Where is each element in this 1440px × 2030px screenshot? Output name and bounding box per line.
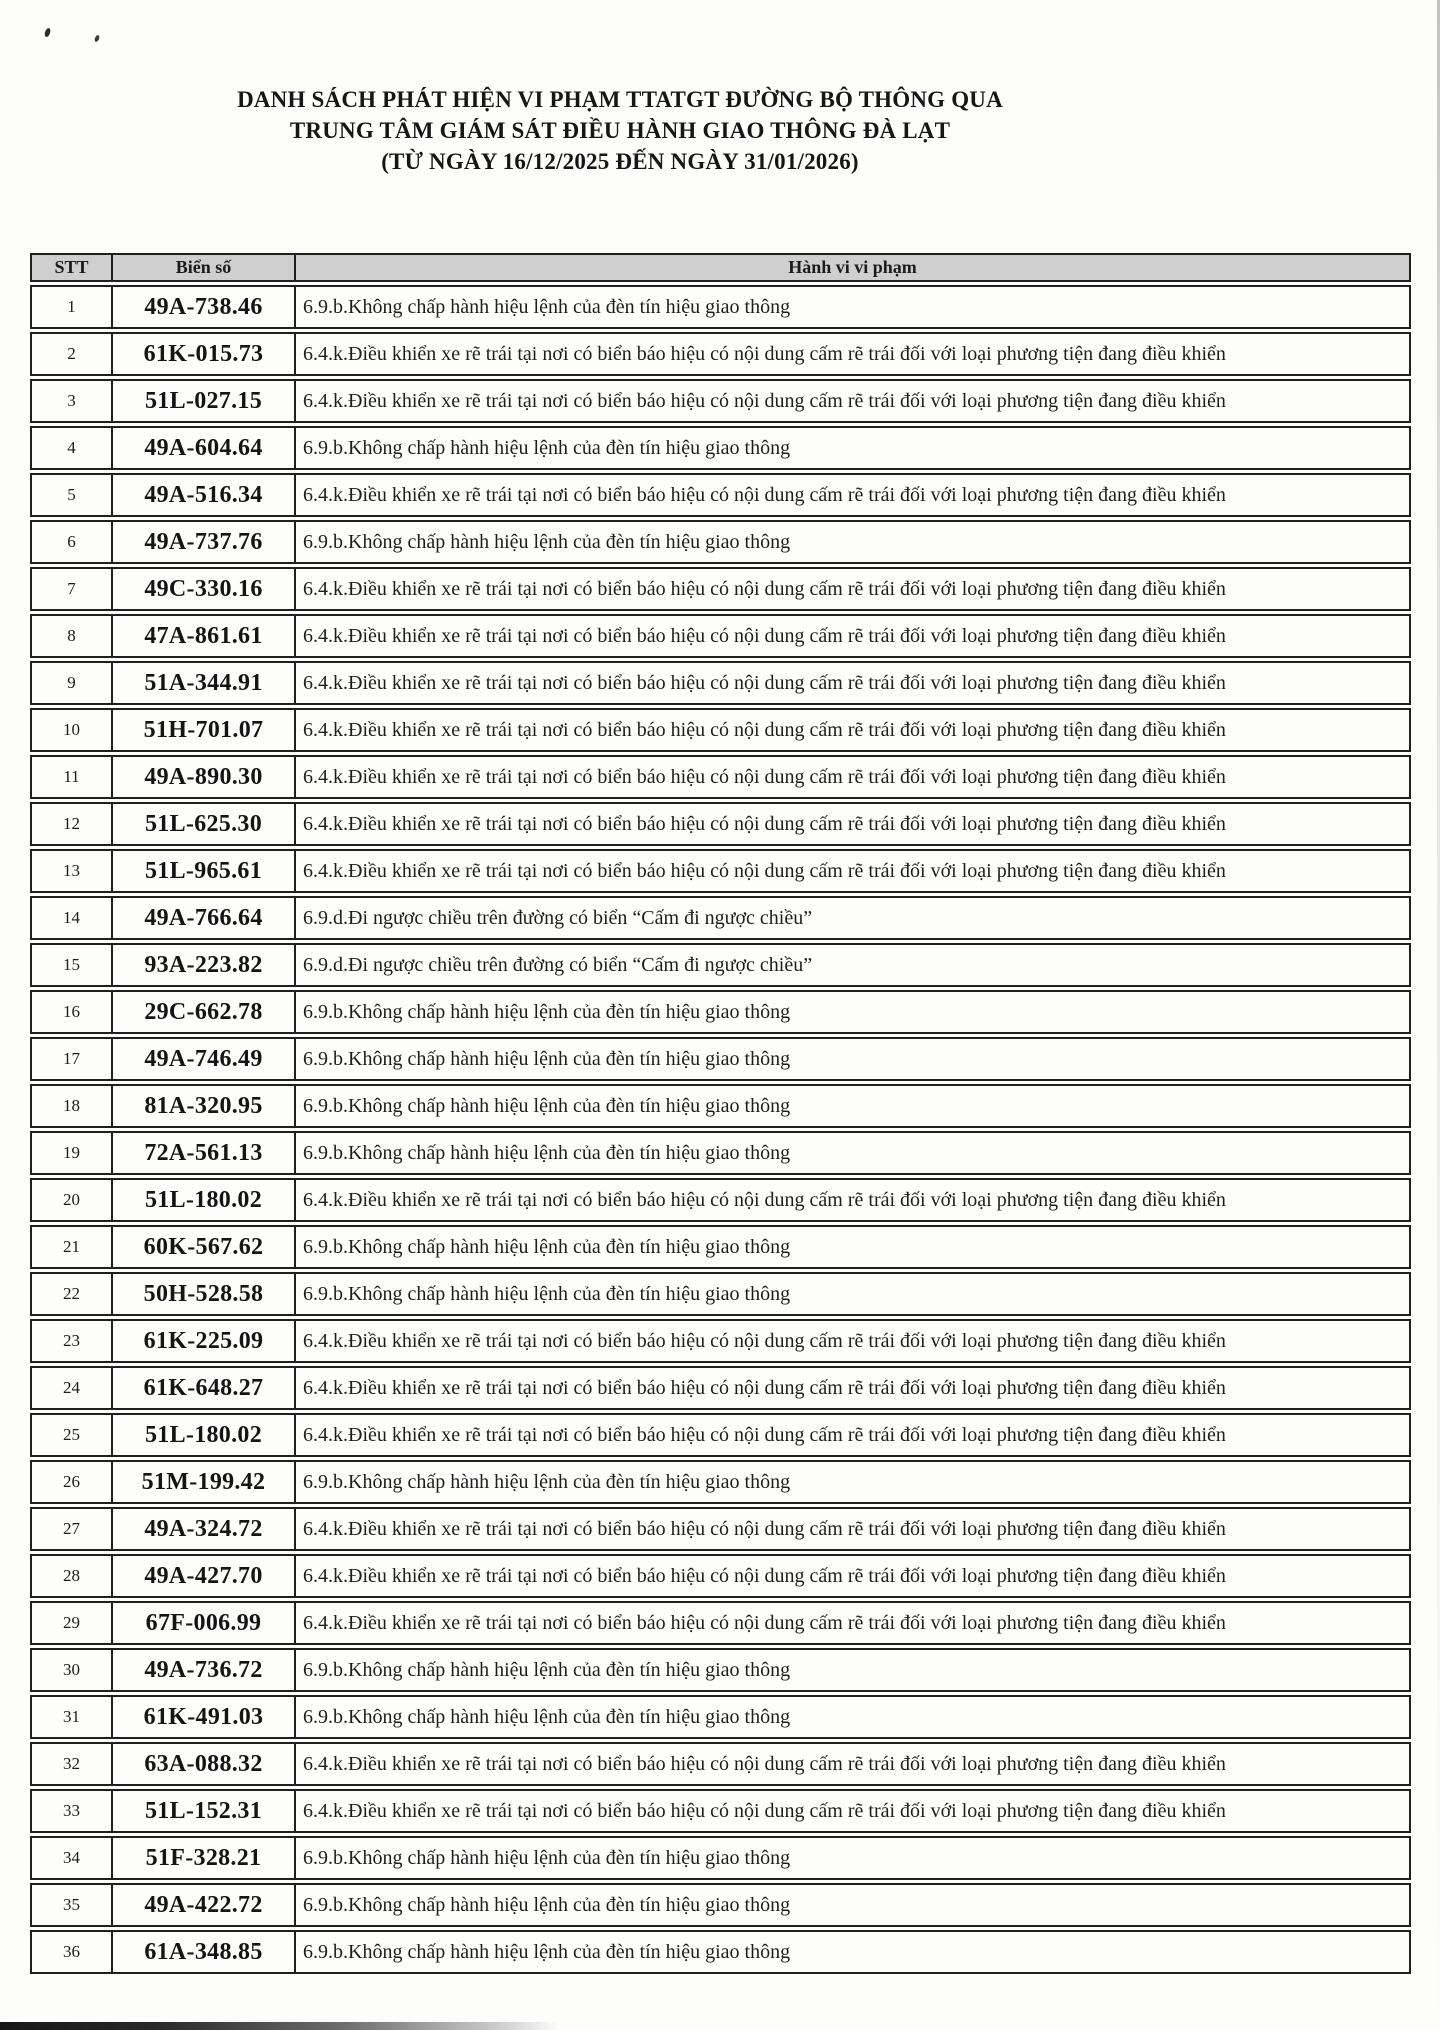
violation-text: 6.4.k.Điều khiển xe rẽ trái tại nơi có biển báo hiệu có nội dung cấm rẽ trái đối với loại phương tiện đang điều khiển bbox=[296, 1178, 1411, 1222]
table-row bbox=[30, 1554, 1411, 1598]
violation-text: 6.4.k.Điều khiển xe rẽ trái tại nơi có biển báo hiệu có nội dung cấm rẽ trái đối với loại phương tiện đang điều khiển bbox=[296, 802, 1411, 846]
table-row bbox=[30, 1037, 1411, 1081]
row-index: 18 bbox=[30, 1084, 113, 1128]
row-index: 21 bbox=[30, 1225, 113, 1269]
row-index: 27 bbox=[30, 1507, 113, 1551]
row-index: 34 bbox=[30, 1836, 113, 1880]
license-plate: 61A-348.85 bbox=[113, 1930, 296, 1974]
table-row bbox=[30, 1460, 1411, 1504]
table-row bbox=[30, 1413, 1411, 1457]
license-plate: 49A-737.76 bbox=[113, 520, 296, 564]
license-plate: 63A-088.32 bbox=[113, 1742, 296, 1786]
license-plate: 61K-225.09 bbox=[113, 1319, 296, 1363]
row-index: 33 bbox=[30, 1789, 113, 1833]
license-plate: 67F-006.99 bbox=[113, 1601, 296, 1645]
row-index: 6 bbox=[30, 520, 113, 564]
table-row bbox=[30, 1366, 1411, 1410]
row-index: 3 bbox=[30, 379, 113, 423]
title-line-2: TRUNG TÂM GIÁM SÁT ĐIỀU HÀNH GIAO THÔNG ĐÀ LẠT bbox=[289, 118, 951, 143]
license-plate: 51L-027.15 bbox=[113, 379, 296, 423]
row-index: 9 bbox=[30, 661, 113, 705]
violation-text: 6.9.b.Không chấp hành hiệu lệnh của đèn tín hiệu giao thông bbox=[296, 520, 1411, 564]
violation-text: 6.4.k.Điều khiển xe rẽ trái tại nơi có biển báo hiệu có nội dung cấm rẽ trái đối với loại phương tiện đang điều khiển bbox=[296, 708, 1411, 752]
table-header-row bbox=[30, 253, 1411, 282]
violation-text: 6.4.k.Điều khiển xe rẽ trái tại nơi có biển báo hiệu có nội dung cấm rẽ trái đối với loại phương tiện đang điều khiển bbox=[296, 1554, 1411, 1598]
row-index: 11 bbox=[30, 755, 113, 799]
license-plate: 61K-648.27 bbox=[113, 1366, 296, 1410]
violation-text: 6.4.k.Điều khiển xe rẽ trái tại nơi có biển báo hiệu có nội dung cấm rẽ trái đối với loại phương tiện đang điều khiển bbox=[296, 1366, 1411, 1410]
table-row bbox=[30, 1272, 1411, 1316]
table-row bbox=[30, 990, 1411, 1034]
column-header-stt: STT bbox=[30, 253, 113, 282]
violation-text: 6.4.k.Điều khiển xe rẽ trái tại nơi có biển báo hiệu có nội dung cấm rẽ trái đối với loại phương tiện đang điều khiển bbox=[296, 1319, 1411, 1363]
license-plate: 72A-561.13 bbox=[113, 1131, 296, 1175]
row-index: 13 bbox=[30, 849, 113, 893]
license-plate: 51L-180.02 bbox=[113, 1178, 296, 1222]
table-row bbox=[30, 1084, 1411, 1128]
row-index: 31 bbox=[30, 1695, 113, 1739]
row-index: 10 bbox=[30, 708, 113, 752]
license-plate: 60K-567.62 bbox=[113, 1225, 296, 1269]
row-index: 26 bbox=[30, 1460, 113, 1504]
license-plate: 51A-344.91 bbox=[113, 661, 296, 705]
row-index: 29 bbox=[30, 1601, 113, 1645]
license-plate: 49A-324.72 bbox=[113, 1507, 296, 1551]
license-plate: 49A-604.64 bbox=[113, 426, 296, 470]
row-index: 24 bbox=[30, 1366, 113, 1410]
document-title bbox=[0, 84, 1240, 177]
license-plate: 49A-746.49 bbox=[113, 1037, 296, 1081]
violation-text: 6.4.k.Điều khiển xe rẽ trái tại nơi có biển báo hiệu có nội dung cấm rẽ trái đối với loại phương tiện đang điều khiển bbox=[296, 379, 1411, 423]
license-plate: 93A-223.82 bbox=[113, 943, 296, 987]
violation-text: 6.4.k.Điều khiển xe rẽ trái tại nơi có biển báo hiệu có nội dung cấm rẽ trái đối với loại phương tiện đang điều khiển bbox=[296, 614, 1411, 658]
violation-text: 6.9.b.Không chấp hành hiệu lệnh của đèn tín hiệu giao thông bbox=[296, 1084, 1411, 1128]
row-index: 16 bbox=[30, 990, 113, 1034]
row-index: 20 bbox=[30, 1178, 113, 1222]
violation-text: 6.4.k.Điều khiển xe rẽ trái tại nơi có biển báo hiệu có nội dung cấm rẽ trái đối với loại phương tiện đang điều khiển bbox=[296, 1413, 1411, 1457]
violation-text: 6.4.k.Điều khiển xe rẽ trái tại nơi có biển báo hiệu có nội dung cấm rẽ trái đối với loại phương tiện đang điều khiển bbox=[296, 1789, 1411, 1833]
violation-text: 6.9.b.Không chấp hành hiệu lệnh của đèn tín hiệu giao thông bbox=[296, 1225, 1411, 1269]
license-plate: 29C-662.78 bbox=[113, 990, 296, 1034]
license-plate: 51L-965.61 bbox=[113, 849, 296, 893]
table-row bbox=[30, 1507, 1411, 1551]
violation-text: 6.9.d.Đi ngược chiều trên đường có biển “Cấm đi ngược chiều” bbox=[296, 943, 1411, 987]
license-plate: 51H-701.07 bbox=[113, 708, 296, 752]
table-row bbox=[30, 1836, 1411, 1880]
violation-text: 6.4.k.Điều khiển xe rẽ trái tại nơi có biển báo hiệu có nội dung cấm rẽ trái đối với loại phương tiện đang điều khiển bbox=[296, 1742, 1411, 1786]
row-index: 1 bbox=[30, 285, 113, 329]
license-plate: 51L-625.30 bbox=[113, 802, 296, 846]
row-index: 7 bbox=[30, 567, 113, 611]
license-plate: 49A-516.34 bbox=[113, 473, 296, 517]
violation-text: 6.9.b.Không chấp hành hiệu lệnh của đèn tín hiệu giao thông bbox=[296, 426, 1411, 470]
row-index: 25 bbox=[30, 1413, 113, 1457]
table-row bbox=[30, 1225, 1411, 1269]
table-row bbox=[30, 379, 1411, 423]
table-row bbox=[30, 708, 1411, 752]
table-row bbox=[30, 1319, 1411, 1363]
table-row bbox=[30, 520, 1411, 564]
table-row bbox=[30, 332, 1411, 376]
row-index: 32 bbox=[30, 1742, 113, 1786]
table-row bbox=[30, 1930, 1411, 1974]
violation-text: 6.4.k.Điều khiển xe rẽ trái tại nơi có biển báo hiệu có nội dung cấm rẽ trái đối với loại phương tiện đang điều khiển bbox=[296, 755, 1411, 799]
title-line-3: (TỪ NGÀY 16/12/2025 ĐẾN NGÀY 31/01/2026) bbox=[381, 149, 859, 174]
title-line-1: DANH SÁCH PHÁT HIỆN VI PHẠM TTATGT ĐƯỜNG BỘ THÔNG QUA bbox=[237, 87, 1003, 112]
license-plate: 49A-890.30 bbox=[113, 755, 296, 799]
violation-text: 6.9.b.Không chấp hành hiệu lệnh của đèn tín hiệu giao thông bbox=[296, 1836, 1411, 1880]
column-header-violation: Hành vi vi phạm bbox=[296, 253, 1411, 282]
violation-text: 6.9.b.Không chấp hành hiệu lệnh của đèn tín hiệu giao thông bbox=[296, 1695, 1411, 1739]
license-plate: 51F-328.21 bbox=[113, 1836, 296, 1880]
violation-text: 6.9.b.Không chấp hành hiệu lệnh của đèn tín hiệu giao thông bbox=[296, 990, 1411, 1034]
license-plate: 51M-199.42 bbox=[113, 1460, 296, 1504]
table-row bbox=[30, 1131, 1411, 1175]
violation-text: 6.9.b.Không chấp hành hiệu lệnh của đèn tín hiệu giao thông bbox=[296, 1037, 1411, 1081]
violation-text: 6.9.b.Không chấp hành hiệu lệnh của đèn tín hiệu giao thông bbox=[296, 285, 1411, 329]
violation-text: 6.4.k.Điều khiển xe rẽ trái tại nơi có biển báo hiệu có nội dung cấm rẽ trái đối với loại phương tiện đang điều khiển bbox=[296, 567, 1411, 611]
violation-text: 6.9.b.Không chấp hành hiệu lệnh của đèn tín hiệu giao thông bbox=[296, 1648, 1411, 1692]
license-plate: 61K-491.03 bbox=[113, 1695, 296, 1739]
license-plate: 49A-427.70 bbox=[113, 1554, 296, 1598]
license-plate: 50H-528.58 bbox=[113, 1272, 296, 1316]
license-plate: 49A-766.64 bbox=[113, 896, 296, 940]
column-header-plate: Biển số bbox=[113, 253, 296, 282]
license-plate: 51L-180.02 bbox=[113, 1413, 296, 1457]
violation-text: 6.4.k.Điều khiển xe rẽ trái tại nơi có biển báo hiệu có nội dung cấm rẽ trái đối với loại phương tiện đang điều khiển bbox=[296, 473, 1411, 517]
row-index: 14 bbox=[30, 896, 113, 940]
license-plate: 49C-330.16 bbox=[113, 567, 296, 611]
row-index: 4 bbox=[30, 426, 113, 470]
violation-text: 6.9.b.Không chấp hành hiệu lệnh của đèn tín hiệu giao thông bbox=[296, 1883, 1411, 1927]
table-row bbox=[30, 567, 1411, 611]
scan-artifact-strip bbox=[0, 2022, 560, 2030]
row-index: 17 bbox=[30, 1037, 113, 1081]
violation-text: 6.9.b.Không chấp hành hiệu lệnh của đèn tín hiệu giao thông bbox=[296, 1460, 1411, 1504]
table-row bbox=[30, 802, 1411, 846]
violations-table bbox=[30, 250, 1411, 1977]
violation-text: 6.4.k.Điều khiển xe rẽ trái tại nơi có biển báo hiệu có nội dung cấm rẽ trái đối với loại phương tiện đang điều khiển bbox=[296, 332, 1411, 376]
row-index: 30 bbox=[30, 1648, 113, 1692]
table-row bbox=[30, 1178, 1411, 1222]
violation-text: 6.9.d.Đi ngược chiều trên đường có biển “Cấm đi ngược chiều” bbox=[296, 896, 1411, 940]
violation-text: 6.4.k.Điều khiển xe rẽ trái tại nơi có biển báo hiệu có nội dung cấm rẽ trái đối với loại phương tiện đang điều khiển bbox=[296, 1601, 1411, 1645]
violation-text: 6.9.b.Không chấp hành hiệu lệnh của đèn tín hiệu giao thông bbox=[296, 1131, 1411, 1175]
row-index: 2 bbox=[30, 332, 113, 376]
violation-text: 6.4.k.Điều khiển xe rẽ trái tại nơi có biển báo hiệu có nội dung cấm rẽ trái đối với loại phương tiện đang điều khiển bbox=[296, 1507, 1411, 1551]
table-row bbox=[30, 426, 1411, 470]
table-row bbox=[30, 661, 1411, 705]
row-index: 15 bbox=[30, 943, 113, 987]
table-row bbox=[30, 614, 1411, 658]
table-row bbox=[30, 1601, 1411, 1645]
row-index: 22 bbox=[30, 1272, 113, 1316]
table-row bbox=[30, 285, 1411, 329]
violation-text: 6.4.k.Điều khiển xe rẽ trái tại nơi có biển báo hiệu có nội dung cấm rẽ trái đối với loại phương tiện đang điều khiển bbox=[296, 661, 1411, 705]
violation-text: 6.4.k.Điều khiển xe rẽ trái tại nơi có biển báo hiệu có nội dung cấm rẽ trái đối với loại phương tiện đang điều khiển bbox=[296, 849, 1411, 893]
license-plate: 61K-015.73 bbox=[113, 332, 296, 376]
row-index: 36 bbox=[30, 1930, 113, 1974]
table-row bbox=[30, 1789, 1411, 1833]
license-plate: 81A-320.95 bbox=[113, 1084, 296, 1128]
license-plate: 51L-152.31 bbox=[113, 1789, 296, 1833]
license-plate: 49A-736.72 bbox=[113, 1648, 296, 1692]
table-row bbox=[30, 473, 1411, 517]
scan-speck bbox=[94, 34, 101, 42]
table-row bbox=[30, 943, 1411, 987]
table-row bbox=[30, 1648, 1411, 1692]
row-index: 19 bbox=[30, 1131, 113, 1175]
table-row bbox=[30, 896, 1411, 940]
table-row bbox=[30, 1883, 1411, 1927]
violation-text: 6.9.b.Không chấp hành hiệu lệnh của đèn tín hiệu giao thông bbox=[296, 1272, 1411, 1316]
row-index: 12 bbox=[30, 802, 113, 846]
violation-text: 6.9.b.Không chấp hành hiệu lệnh của đèn tín hiệu giao thông bbox=[296, 1930, 1411, 1974]
row-index: 8 bbox=[30, 614, 113, 658]
license-plate: 49A-422.72 bbox=[113, 1883, 296, 1927]
license-plate: 47A-861.61 bbox=[113, 614, 296, 658]
row-index: 35 bbox=[30, 1883, 113, 1927]
table-row bbox=[30, 849, 1411, 893]
row-index: 5 bbox=[30, 473, 113, 517]
table-row bbox=[30, 755, 1411, 799]
scan-speck bbox=[44, 28, 51, 38]
row-index: 28 bbox=[30, 1554, 113, 1598]
table-row bbox=[30, 1742, 1411, 1786]
row-index: 23 bbox=[30, 1319, 113, 1363]
table-row bbox=[30, 1695, 1411, 1739]
license-plate: 49A-738.46 bbox=[113, 285, 296, 329]
